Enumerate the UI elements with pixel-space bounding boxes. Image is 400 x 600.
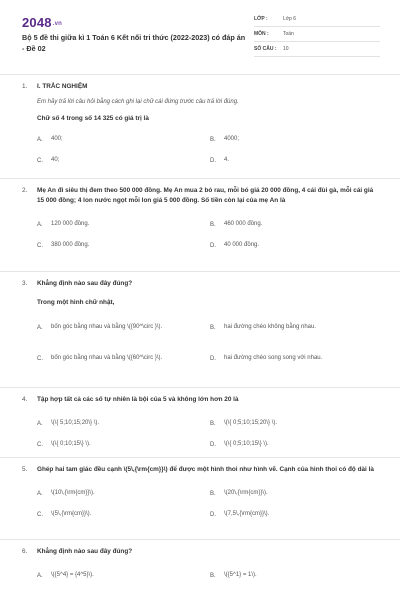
answer-option[interactable] — [210, 343, 370, 374]
option-letter: D. — [210, 511, 216, 518]
option-text: \(5\,{\rm{cm}}\). — [51, 511, 92, 517]
option-letter: C. — [37, 355, 43, 362]
option-text: \(10\,{\rm{cm}}\). — [51, 490, 95, 496]
meta-row-count — [254, 42, 380, 57]
question-list — [0, 74, 400, 589]
answer-option[interactable] — [37, 504, 210, 525]
question-number: 2. — [22, 187, 28, 194]
option-text: 4. — [224, 157, 230, 163]
meta-value: Toán — [283, 31, 294, 37]
option-text: \(\{ 0;10;15\} \). — [51, 441, 91, 447]
question-text: Tập hợp tất cả các số tự nhiên là bội của 5 và không lớn hơn 20 là — [37, 396, 239, 403]
answer-option[interactable] — [210, 504, 370, 525]
answer-option[interactable] — [37, 150, 210, 171]
answer-options — [37, 312, 378, 374]
answer-option[interactable] — [210, 483, 370, 504]
meta-label: MÔN : — [254, 31, 269, 37]
option-text: 380 000 đồng. — [51, 242, 90, 248]
meta-label: SỐ CÂU : — [254, 46, 277, 52]
option-text: 120 000 đồng. — [51, 221, 90, 227]
question-number: 3. — [22, 280, 28, 287]
question-item — [0, 387, 400, 457]
question-number: 5. — [22, 466, 28, 473]
answer-option[interactable] — [37, 312, 210, 343]
answer-options — [37, 214, 378, 256]
answer-option[interactable] — [37, 129, 210, 150]
option-letter: C. — [37, 242, 43, 249]
option-text: 400; — [51, 136, 63, 142]
option-text: 4000; — [224, 136, 240, 142]
answer-option[interactable] — [37, 565, 210, 586]
option-letter: A. — [37, 136, 43, 143]
answer-option[interactable] — [210, 312, 370, 343]
question-item — [0, 271, 400, 387]
logo-suffix: .vn — [52, 20, 63, 27]
question-item — [0, 74, 400, 164]
option-letter: A. — [37, 420, 43, 427]
option-letter: A. — [37, 572, 43, 579]
question-text: I. TRẮC NGHIỆM — [37, 83, 88, 90]
option-letter: A. — [37, 221, 43, 228]
option-text: \(\{ 5;10;15;20\} \). — [51, 420, 100, 426]
option-letter: B. — [210, 420, 216, 427]
answer-option[interactable] — [37, 343, 210, 374]
option-letter: B. — [210, 221, 216, 228]
answer-options — [37, 129, 378, 171]
answer-option[interactable] — [210, 565, 370, 586]
question-text: Khẳng định nào sau đây đúng? — [37, 280, 133, 287]
option-letter: B. — [210, 324, 216, 331]
question-item — [0, 539, 400, 589]
question-item — [0, 457, 400, 539]
answer-option[interactable] — [210, 214, 370, 235]
meta-value: 10 — [283, 46, 289, 52]
option-letter: A. — [37, 324, 43, 331]
option-text: 40; — [51, 157, 60, 163]
option-text: 460 000 đồng. — [224, 221, 263, 227]
answer-options — [37, 565, 378, 586]
answer-option[interactable] — [37, 235, 210, 256]
option-letter: C. — [37, 441, 43, 448]
option-text: \(7,5\,{\rm{cm}}\). — [224, 511, 270, 517]
answer-option[interactable] — [210, 129, 370, 150]
option-text: \(\{ 0;5;10;15;20\} \). — [224, 420, 278, 426]
option-letter: B. — [210, 136, 216, 143]
site-logo[interactable] — [22, 15, 62, 30]
option-letter: B. — [210, 572, 216, 579]
question-number: 6. — [22, 548, 28, 555]
answer-option[interactable] — [37, 434, 210, 455]
meta-value: Lớp 6 — [283, 16, 297, 22]
meta-label: LỚP : — [254, 16, 268, 22]
option-text: bốn góc bằng nhau và bằng \({90^\circ }\). — [51, 324, 163, 330]
question-text: Khẳng định nào sau đây đúng? — [37, 548, 133, 555]
answer-option[interactable] — [210, 150, 370, 171]
answer-option[interactable] — [37, 483, 210, 504]
answer-option[interactable] — [210, 413, 370, 434]
answer-option[interactable] — [210, 434, 370, 455]
option-text: 40 000 đồng. — [224, 242, 260, 248]
question-subtext: Trong một hình chữ nhật, — [37, 299, 115, 306]
question-text: Mẹ An đi siêu thị đem theo 500 000 đồng. Mẹ An mua 2 bó rau, mỗi bó giá 20 000 đồng, 4 cái đùi gà, mỗi cái giá 15 000 đồng; 4 lon nước ngọt mỗi lon giá 5 000 đồng. Số tiền còn lại của mẹ An là — [37, 187, 374, 204]
exam-meta — [254, 12, 380, 57]
option-letter: D. — [210, 441, 216, 448]
question-instruction: Em hãy trả lời câu hỏi bằng cách ghi lại chữ cái đứng trước câu trả lời đúng. — [37, 99, 239, 105]
option-letter: C. — [37, 157, 43, 164]
logo-text: 2048 — [22, 15, 52, 30]
meta-row-subject — [254, 27, 380, 42]
question-number: 1. — [22, 83, 28, 90]
option-text: \({5^1} = 1\). — [224, 572, 257, 578]
answer-option[interactable] — [210, 235, 370, 256]
question-item — [0, 178, 400, 271]
question-number: 4. — [22, 396, 28, 403]
page-header — [0, 0, 400, 70]
answer-options — [37, 413, 378, 455]
option-letter: B. — [210, 490, 216, 497]
question-text: Ghép hai tam giác đều cạnh \(5\,{\rm{cm}}\) để được một hình thoi như hình vẽ. Cạnh của hình thoi có độ dài là — [37, 466, 374, 473]
option-text: \({5^4} = {4^5}\). — [51, 572, 94, 578]
option-letter: D. — [210, 157, 216, 164]
option-text: \(\{ 0;5;10;15\} \). — [224, 441, 269, 447]
option-text: hai đường chéo song song với nhau. — [224, 355, 323, 361]
option-letter: A. — [37, 490, 43, 497]
option-text: hai đường chéo không bằng nhau. — [224, 324, 317, 330]
option-letter: C. — [37, 511, 43, 518]
answer-option[interactable] — [37, 413, 210, 434]
answer-option[interactable] — [37, 214, 210, 235]
option-letter: D. — [210, 355, 216, 362]
answer-options — [37, 483, 378, 525]
option-text: \(20\,{\rm{cm}}\). — [224, 490, 268, 496]
exam-title: Bộ 5 đề thi giữa kì 1 Toán 6 Kết nối tri thức (2022-2023) có đáp án - Đề 02 — [22, 33, 246, 53]
option-letter: D. — [210, 242, 216, 249]
question-subtext: Chữ số 4 trong số 14 325 có giá trị là — [37, 115, 149, 122]
option-text: bốn góc bằng nhau và bằng \({60^\circ }\). — [51, 355, 163, 361]
meta-row-class — [254, 12, 380, 27]
